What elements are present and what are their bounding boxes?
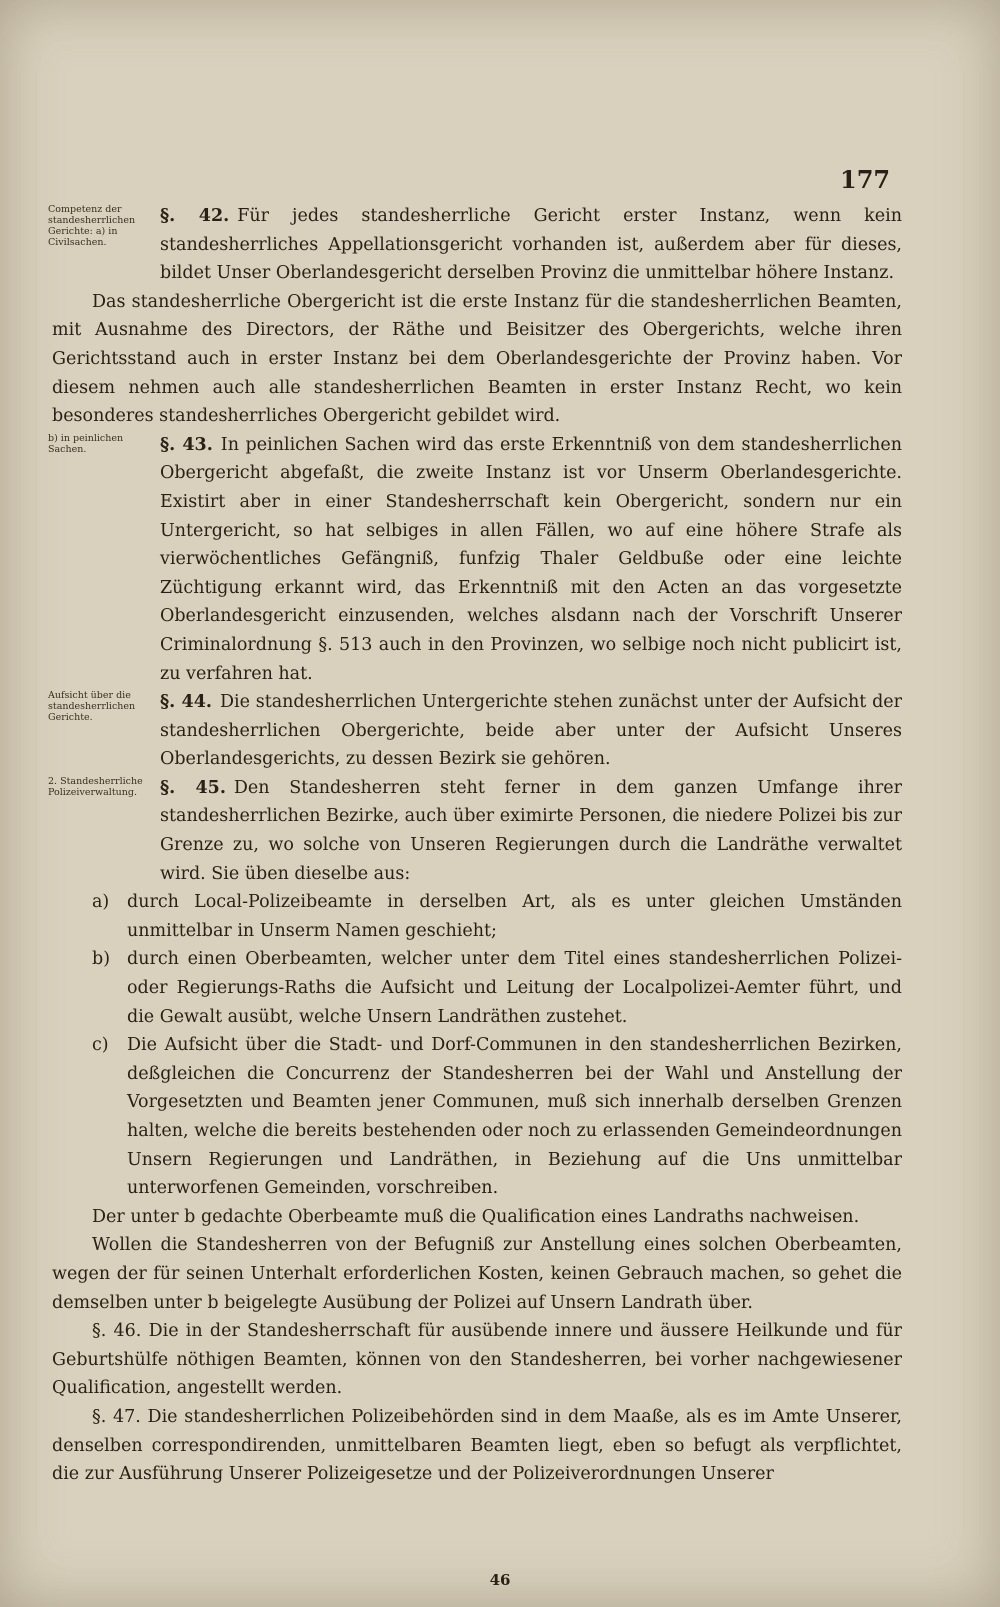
paragraph: Wollen die Standesherren von der Befugniß zur Anstellung eines solchen Oberbeamten, wegen der für seinen Unterhalt erforderlichen Kosten, keinen Gebrauch machen, so gehet die demselben unter b beigelegte Ausübung der Polizei auf Unsern Landrath über. bbox=[52, 1235, 902, 1313]
section-number: §. 45. bbox=[160, 777, 226, 798]
section-45 bbox=[48, 774, 902, 888]
list-text: durch Local-Polizeibeamte in derselben Art, als es unter gleichen Umständen unmittelbar in Unserm Namen geschieht; bbox=[127, 892, 902, 941]
list-text: durch einen Oberbeamten, welcher unter dem Titel eines standesherrlichen Polizei- oder Regierungs-Raths die Aufsicht und Leitung der Localpolizei-Aemter führt, und die Gewalt ausübt, welche Unsern Landräthen zustehet. bbox=[127, 949, 902, 1027]
margin-note: Aufsicht über die standesherrlichen Gerichte. bbox=[48, 690, 136, 724]
section-text: Den Standesherren steht ferner in dem ganzen Umfange ihrer standesherrlichen Bezirke, auch über eximirte Personen, die niedere Polizei bis zur Grenze zu, wo solche von Unseren Regierungen durch die Landräthe verwaltet wird. Sie üben dieselbe aus: bbox=[160, 777, 902, 884]
paragraph: Der unter b gedachte Oberbeamte muß die Qualification eines Landraths nachweisen. bbox=[92, 1206, 860, 1227]
section-text: Die standesherrlichen Untergerichte stehen zunächst unter der Aufsicht der standesherrlichen Obergerichte, beide aber unter der Aufsicht Unseres Oberlandesgerichts, zu dessen Bezirk sie gehören. bbox=[160, 692, 902, 770]
section-text: In peinlichen Sachen wird das erste Erkenntniß von dem standesherrlichen Obergericht abgefaßt, die zweite Instanz ist vor Unserm Oberlandesgerichte. Existirt aber in einer Standesherrschaft kein Obergericht, sondern nur ein Untergericht, so hat selbiges in allen Fällen, wo auf eine höhere Strafe als vierwöchentliches Gefängniß, funfzig Thaler Geldbuße oder eine leichte Züchtigung erkannt wird, das Erkenntniß mit den Acten an das vorgesetzte Oberlandesgericht einzusenden, welches alsdann nach der Vorschrift Unserer Criminalordnung §. 513 auch in den Provinzen, wo selbige noch nicht publicirt ist, zu verfahren hat. bbox=[160, 434, 902, 684]
margin-note: Competenz der standesherrlichen Gerichte: a) in Civilsachen. bbox=[48, 204, 136, 248]
list-item bbox=[52, 888, 902, 945]
section-43 bbox=[48, 431, 902, 688]
margin-note: 2. Standesherrliche Polizeiverwaltung. bbox=[48, 775, 143, 798]
section-number: §. 42. bbox=[160, 206, 230, 226]
paragraph: Das standesherrliche Obergericht ist die erste Instanz für die standesherrlichen Beamten, mit Ausnahme des Directors, der Räthe und Beisitzer des Obergerichts, welche ihren Gerichtsstand auch in erster Instanz bei dem Oberlandesgerichte der Provinz haben. Vor diesem nehmen auch alle standesherrlichen Beamten in erster Instanz Recht, wo kein besonderes standesherrliches Obergericht gebildet wird. bbox=[52, 291, 902, 427]
list-label: c) bbox=[92, 1035, 109, 1056]
signature-mark: 46 bbox=[489, 1571, 511, 1589]
document-body bbox=[48, 202, 902, 1489]
page-number: 177 bbox=[840, 165, 891, 194]
section-number: §. 44. bbox=[160, 692, 212, 713]
paragraph: §. 46. Die in der Standesherrschaft für ausübende innere und äussere Heilkunde und für Geburtshülfe nöthigen Beamten, können von den Standesherren, bei vorher nachgewiesener Qualification, angestellt werden. bbox=[52, 1321, 902, 1399]
list-item bbox=[52, 945, 902, 1031]
section-number: §. 43. bbox=[160, 434, 213, 455]
margin-note: b) in peinlichen Sachen. bbox=[48, 432, 124, 455]
paragraph: §. 47. Die standesherrlichen Polizeibehörden sind in dem Maaße, als es im Amte Unserer, denselben correspondirenden, unmittelbaren Beamten liegt, eben so befugt als verpflichtet, die zur Ausführung Unserer Polizeigesetze und der Polizeiverordnungen Unserer bbox=[52, 1406, 902, 1485]
list-label: b) bbox=[92, 949, 111, 970]
list-item bbox=[52, 1031, 902, 1203]
list-label: a) bbox=[92, 892, 110, 913]
section-text: Für jedes standesherrliche Gericht erster Instanz, wenn kein standesherrliches Appellationsgericht vorhanden ist, außerdem aber für dieses, bildet Unser Oberlandesgericht derselben Provinz die unmittelbar höhere Instanz. bbox=[160, 206, 902, 284]
section-44 bbox=[48, 688, 902, 774]
list-text: Die Aufsicht über die Stadt- und Dorf-Communen in den standesherrlichen Bezirken, deßgleichen die Concurrenz der Standesherren bei der Wahl und Anstellung der Vorgesetzten und Beamten jener Communen, muß sich innerhalb derselben Grenzen halten, welche die bereits bestehenden oder noch zu erlassenden Gemeindeordnungen Unsern Regierungen und Landräthen, in Beziehung auf die Uns unmittelbar unterworfenen Gemeinden, vorschreiben. bbox=[127, 1035, 902, 1199]
section-42 bbox=[48, 202, 902, 288]
